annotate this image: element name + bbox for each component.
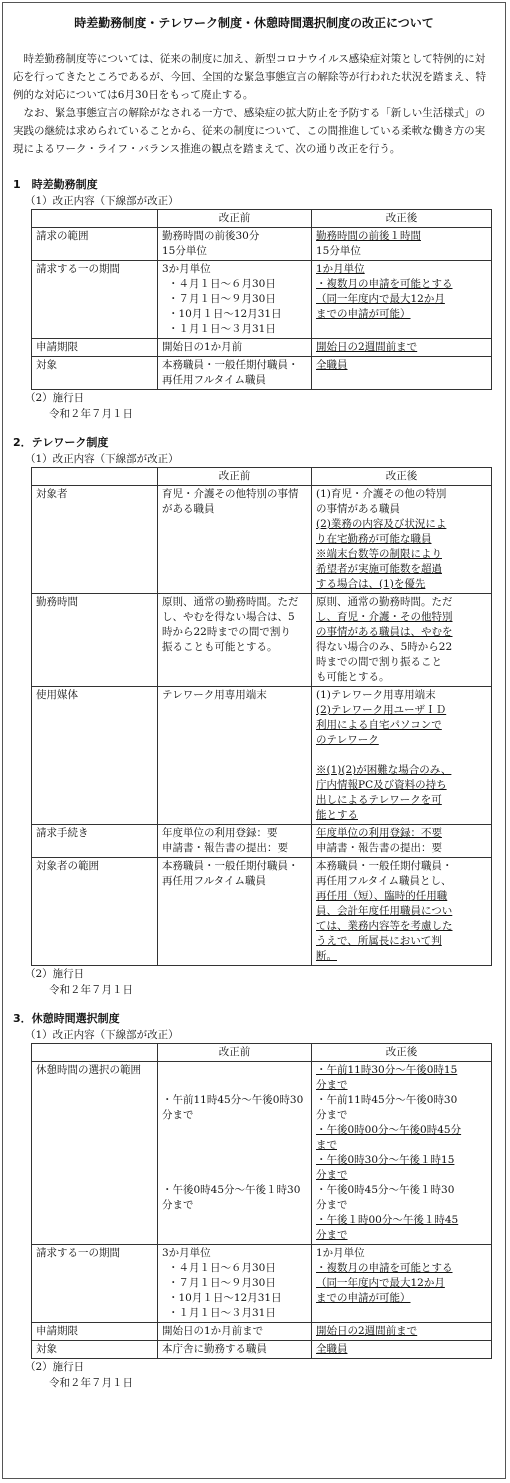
header-before: 改正前 — [158, 1044, 312, 1062]
effective-label-3: （2）施行日 — [25, 1361, 85, 1373]
row-label: 請求する一の期間 — [32, 261, 158, 339]
cell-line: ・複数月の申請を可能とする — [316, 1262, 453, 1274]
cell-after — [312, 687, 492, 825]
cell-line: うえで、所属長において判 — [316, 935, 442, 947]
cell-after — [312, 1323, 492, 1341]
section-subheading-3: （1）改正内容（下線部が改正） — [25, 1029, 179, 1041]
row-label: 対象者の範囲 — [32, 858, 158, 966]
cell-line: までの申請が可能） — [316, 308, 411, 320]
cell-line: 3か月単位 — [162, 1247, 211, 1259]
cell-line: 申請書・報告書の提出：要 — [316, 842, 442, 854]
cell-line: り在宅勤務が可能な職員 — [316, 533, 432, 545]
cell-before — [158, 1245, 312, 1323]
row-label: 請求する一の期間 — [32, 1245, 158, 1323]
table-row — [32, 339, 492, 357]
cell-line: がある職員 — [162, 503, 215, 515]
section-subheading-2: （1）改正内容（下線部が改正） — [25, 453, 179, 465]
cell-before — [158, 858, 312, 966]
cell-line: 開始日の1か月前まで — [162, 1325, 264, 1337]
header-after: 改正後 — [312, 210, 492, 228]
cell-line: 1か月単位 — [316, 263, 365, 275]
cell-line: (1)テレワーク用専用端末 — [316, 689, 436, 701]
cell-before — [158, 486, 312, 594]
cell-line: 分まで — [316, 1169, 348, 1181]
cell-before — [158, 1062, 312, 1245]
table-row — [32, 228, 492, 261]
table-header-row — [32, 1044, 492, 1062]
table-row — [32, 825, 492, 858]
cell-line: ・午後0時30分～午後１時15 — [316, 1154, 455, 1166]
cell-line: ・午前11時45分～午後0時30 — [162, 1094, 304, 1106]
table-header-row — [32, 210, 492, 228]
row-label: 申請期限 — [32, 339, 158, 357]
header-empty — [32, 210, 158, 228]
cell-line: 原則、通常の勤務時間。ただ — [162, 596, 299, 608]
cell-after — [312, 357, 492, 390]
cell-line: 断。 — [316, 950, 337, 962]
cell-line: 1か月単位 — [316, 1247, 365, 1259]
cell-line: 再任用（短）、臨時的任用職 — [316, 890, 448, 902]
cell-line: 再任用フルタイム職員 — [162, 875, 266, 887]
cell-line: ・午後0時45分～午後１時30 — [162, 1184, 301, 1196]
cell-after — [312, 1341, 492, 1359]
row-label: 請求手続き — [32, 825, 158, 858]
cell-line: ・午後0時45分～午後１時30 — [316, 1184, 455, 1196]
cell-line: し、やむを得ない場合は、5 — [162, 611, 295, 623]
cell-line — [316, 748, 487, 763]
cell-line: 本庁舎に勤務する職員 — [162, 1343, 267, 1355]
cell-after — [312, 486, 492, 594]
cell-line: ・午後0時00分～午後0時45分 — [316, 1124, 462, 1136]
cell-line: の事情がある職員 — [316, 503, 400, 515]
cell-after — [312, 858, 492, 966]
cell-line: 勤務時間の前後30分 — [162, 230, 260, 242]
cell-line: する場合は、(1)を優先 — [316, 578, 426, 590]
effective-date-3: 令和２年７月１日 — [49, 1377, 133, 1389]
cell-line: (2)業務の内容及び状況によ — [316, 518, 447, 530]
cell-line: ※(1)(2)が困難な場合のみ、 — [316, 764, 452, 776]
cell-after — [312, 228, 492, 261]
cell-line: 開始日の1か月前 — [162, 341, 243, 353]
cell-line: 勤務時間の前後１時間 — [316, 230, 421, 242]
cell-line: 15分単位 — [162, 245, 207, 257]
cell-line: ※端末台数等の制限により — [316, 548, 442, 560]
cell-line: 分まで — [316, 1229, 348, 1241]
cell-line: ・10月１日～12月31日 — [168, 308, 282, 320]
cell-line: ては、業務内容等を考慮した — [316, 920, 453, 932]
row-label: 対象者 — [32, 486, 158, 594]
revision-table-2 — [31, 467, 492, 966]
table-row — [32, 357, 492, 390]
row-label: 請求の範囲 — [32, 228, 158, 261]
cell-line: も可能とする。 — [316, 671, 390, 683]
cell-line: (2)テレワーク用ユーザＩＤ — [316, 704, 447, 716]
row-label: 申請期限 — [32, 1323, 158, 1341]
cell-before — [158, 1323, 312, 1341]
cell-line: までの申請が可能） — [316, 1292, 411, 1304]
cell-line: ・４月１日～６月30日 — [168, 278, 276, 290]
document — [3, 3, 505, 1391]
header-before: 改正前 — [158, 210, 312, 228]
cell-line: 再任用フルタイム職員 — [162, 374, 266, 386]
table-row — [32, 261, 492, 339]
section-heading-1: 1 時差勤務制度 — [13, 178, 98, 191]
cell-line: 分まで — [162, 1199, 194, 1211]
cell-before — [158, 825, 312, 858]
cell-line: （同一年度内で最大12か月 — [316, 293, 445, 305]
cell-line — [162, 1123, 307, 1138]
header-after: 改正後 — [312, 468, 492, 486]
cell-line: 育児・介護その他特別の事情 — [162, 488, 299, 500]
cell-line: 15分単位 — [316, 245, 361, 257]
cell-line: ・午後１時00分～午後１時45 — [316, 1214, 459, 1226]
revision-table-1 — [31, 209, 492, 390]
cell-line: 全職員 — [316, 359, 348, 371]
cell-before — [158, 339, 312, 357]
table-row — [32, 1062, 492, 1245]
cell-line: まで — [316, 1139, 337, 1151]
table-row — [32, 687, 492, 825]
page-title: 時差勤務制度・テレワーク制度・休憩時間選択制度の改正について — [74, 16, 434, 30]
cell-line: 分まで — [316, 1079, 348, 1091]
cell-before — [158, 357, 312, 390]
table-row — [32, 1341, 492, 1359]
cell-line: 年度単位の利用登録：要 — [162, 827, 278, 839]
effective-date-1: 令和２年７月１日 — [49, 408, 133, 420]
effective-label-1: （2）施行日 — [25, 392, 85, 404]
cell-line: ・４月１日～６月30日 — [168, 1262, 276, 1274]
cell-after — [312, 339, 492, 357]
cell-before — [158, 594, 312, 687]
cell-line — [162, 1138, 307, 1153]
revision-table-3 — [31, 1043, 492, 1359]
cell-line: し、育児・介護・その他特別 — [316, 611, 453, 623]
cell-line: 時までの間で割り振ること — [316, 656, 442, 668]
cell-line: 開始日の2週間前まで — [316, 1325, 418, 1337]
effective-label-2: （2）施行日 — [25, 968, 85, 980]
cell-line: のテレワーク — [316, 734, 379, 746]
cell-line: 能とする — [316, 809, 358, 821]
table-header-row — [32, 468, 492, 486]
cell-line: 年度単位の利用登録：不要 — [316, 827, 442, 839]
cell-line: 得ない場合のみ、5時から22 — [316, 641, 453, 653]
cell-line: 原則、通常の勤務時間。ただ — [316, 596, 453, 608]
cell-line: 3か月単位 — [162, 263, 211, 275]
table-row — [32, 594, 492, 687]
section-heading-3: 3．休憩時間選択制度 — [13, 1012, 120, 1025]
header-empty — [32, 468, 158, 486]
cell-after — [312, 594, 492, 687]
row-label: 使用媒体 — [32, 687, 158, 825]
cell-line: (1)育児・介護その他の特別 — [316, 488, 447, 500]
cell-line: ・１月１日～３月31日 — [168, 1307, 276, 1319]
document-frame — [2, 2, 506, 1479]
intro-paragraph-2: なお、緊急事態宣言の解除がなされる一方で、感染症の拡大防止を予防する「新しい生活様式」の実践の継続は求められていることから、従来の制度について、この間推進している柔軟な働き方の実現によるワーク・ライフ・バランス推進の観点を踏まえて、次の通り改正を行う。 — [13, 107, 486, 155]
cell-line: 員、会計年度任用職員につい — [316, 905, 453, 917]
cell-after — [312, 1245, 492, 1323]
header-before: 改正前 — [158, 468, 312, 486]
cell-line: テレワーク用専用端末 — [162, 689, 267, 701]
row-label: 勤務時間 — [32, 594, 158, 687]
cell-before — [158, 687, 312, 825]
cell-line: ・午前11時45分～午後0時30 — [316, 1094, 458, 1106]
cell-line: 分まで — [316, 1109, 348, 1121]
cell-line: 分まで — [162, 1109, 194, 1121]
cell-line: 申請書・報告書の提出：要 — [162, 842, 288, 854]
cell-line — [162, 1078, 307, 1093]
cell-before — [158, 1341, 312, 1359]
cell-line: 本務職員・一般任期付職員・ — [316, 860, 453, 872]
cell-line: ・７月１日～９月30日 — [168, 293, 276, 305]
cell-line: 全職員 — [316, 1343, 348, 1355]
cell-line — [162, 1063, 307, 1078]
cell-line: 本務職員・一般任期付職員・ — [162, 860, 299, 872]
row-label: 対象 — [32, 357, 158, 390]
cell-after — [312, 261, 492, 339]
cell-line — [162, 1153, 307, 1168]
row-label: 休憩時間の選択の範囲 — [32, 1062, 158, 1245]
cell-line: 振ることも可能とする。 — [162, 641, 278, 653]
cell-line: 希望者が実施可能数を超過 — [316, 563, 442, 575]
table-row — [32, 1323, 492, 1341]
cell-line: 時から22時までの間で割り — [162, 626, 291, 638]
cell-line: ・午前11時30分～午後0時15 — [316, 1064, 458, 1076]
cell-line: ・７月１日～９月30日 — [168, 1277, 276, 1289]
table-row — [32, 858, 492, 966]
cell-line: （同一年度内で最大12か月 — [316, 1277, 445, 1289]
cell-after — [312, 1062, 492, 1245]
cell-before — [158, 261, 312, 339]
cell-line: 利用による自宅パソコンで — [316, 719, 442, 731]
cell-line — [162, 1168, 307, 1183]
section-heading-2: 2．テレワーク制度 — [13, 436, 109, 449]
cell-line: 再任用フルタイム職員とし、 — [316, 875, 452, 887]
header-empty — [32, 1044, 158, 1062]
table-row — [32, 1245, 492, 1323]
header-after: 改正後 — [312, 1044, 492, 1062]
cell-line: 出しによるテレワークを可 — [316, 794, 442, 806]
cell-line: ・複数月の申請を可能とする — [316, 278, 453, 290]
intro-paragraph-1: 時差勤務制度等については、従来の制度に加え、新型コロナウイルス感染症対策として特例的に対応を行ってきたところであるが、今回、全国的な緊急事態宣言の解除等が行われた状況を踏まえ、特例的な対応については6月30日をもって廃止する。 — [13, 53, 487, 101]
table-row — [32, 486, 492, 594]
effective-date-2: 令和２年７月１日 — [49, 984, 133, 996]
section-subheading-1: （1）改正内容（下線部が改正） — [25, 195, 179, 207]
cell-before — [158, 228, 312, 261]
row-label: 対象 — [32, 1341, 158, 1359]
cell-line: ・10月１日～12月31日 — [168, 1292, 282, 1304]
cell-after — [312, 825, 492, 858]
cell-line: の事情がある職員は、やむを — [316, 626, 453, 638]
cell-line: 開始日の2週間前まで — [316, 341, 418, 353]
cell-line: ・１月１日～３月31日 — [168, 323, 276, 335]
cell-line: 本務職員・一般任期付職員・ — [162, 359, 299, 371]
cell-line: 庁内情報PC及び資料の持ち — [316, 779, 447, 791]
cell-line: 分まで — [316, 1199, 348, 1211]
